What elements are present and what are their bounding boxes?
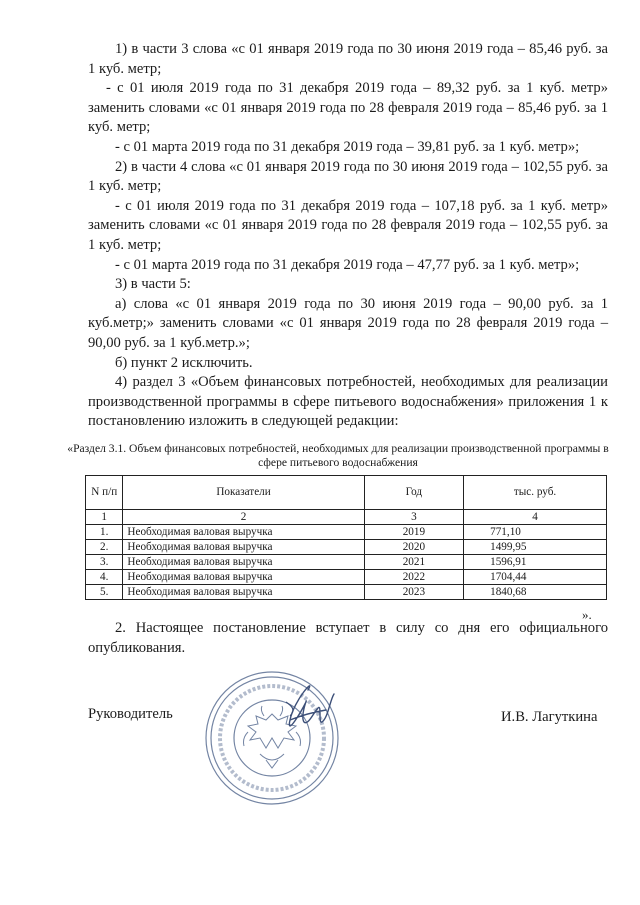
amendment-text [88, 40, 608, 432]
row-value: 1596,91 [464, 555, 607, 570]
official-seal-icon [190, 662, 350, 812]
signature-role: Руководитель [88, 706, 173, 722]
paragraph-9: б) пункт 2 исключить. [115, 354, 253, 371]
row-value: 1840,68 [464, 585, 607, 600]
row-year: 2019 [364, 525, 463, 540]
paragraph-2: - с 01 июля 2019 года по 31 декабря 2019 года – 89,32 руб. за 1 куб. метр» заменить словами «с 01 января 2019 года по 28 февраля 2019 года – 85,46 руб. за 1 куб. метр; [88, 80, 608, 136]
paragraph-4: 2) в части 4 слова «с 01 января 2019 года по 30 июня 2019 года – 102,55 руб. за 1 куб. метр; [88, 158, 608, 195]
paragraph-3: - с 01 марта 2019 года по 31 декабря 2019 года – 39,81 руб. за 1 куб. метр»; [115, 138, 580, 155]
row-indicator: Необходимая валовая выручка [123, 555, 364, 570]
col-number-1: 1 [86, 510, 123, 525]
table-column-numbers [86, 510, 607, 525]
signature-name: И.В. Лагуткина [501, 709, 598, 725]
final-provision [88, 619, 608, 658]
row-number: 1. [86, 525, 123, 540]
row-number: 2. [86, 540, 123, 555]
col-number-2: 2 [123, 510, 364, 525]
col-number-3: 3 [364, 510, 463, 525]
financial-needs-table [85, 475, 607, 600]
table-row [86, 525, 607, 540]
row-number: 5. [86, 585, 123, 600]
paragraph-6: - с 01 марта 2019 года по 31 декабря 2019 года – 47,77 руб. за 1 куб. метр»; [115, 256, 580, 273]
row-value: 1499,95 [464, 540, 607, 555]
table-row [86, 555, 607, 570]
header-value: тыс. руб. [464, 476, 607, 510]
row-indicator: Необходимая валовая выручка [123, 585, 364, 600]
row-indicator: Необходимая валовая выручка [123, 525, 364, 540]
paragraph-5: - с 01 июля 2019 года по 31 декабря 2019 года – 107,18 руб. за 1 куб. метр» заменить словами «с 01 января 2019 года по 28 февраля 2019 года – 102,55 руб. за 1 куб. метр; [88, 197, 608, 253]
table-row [86, 585, 607, 600]
paragraph-1: 1) в части 3 слова «с 01 января 2019 года по 30 июня 2019 года – 85,46 руб. за 1 куб. метр; [88, 41, 608, 77]
row-number: 3. [86, 555, 123, 570]
paragraph-8: а) слова «с 01 января 2019 года по 30 июня 2019 года – 90,00 руб. за 1 куб.метр;» заменить словами «с 01 января 2019 года по 28 февраля 2019 года – 90,00 руб. за 1 куб.метр.»; [88, 295, 608, 351]
header-indicator: Показатели [123, 476, 364, 510]
col-number-4: 4 [464, 510, 607, 525]
eagle-emblem-icon [244, 706, 301, 768]
table-caption: «Раздел 3.1. Объем финансовых потребностей, необходимых для реализации производственной программы в сфере питьевого водоснабжения [67, 442, 609, 469]
table-close-quote: ». [582, 607, 592, 622]
final-paragraph: 2. Настоящее постановление вступает в силу со дня его официального опубликования. [88, 620, 608, 656]
table-row [86, 540, 607, 555]
signature-flourish-icon [286, 702, 293, 716]
row-year: 2020 [364, 540, 463, 555]
paragraph-10: 4) раздел 3 «Объем финансовых потребностей, необходимых для реализации производственной программы в сфере питьевого водоснабжения» приложения 1 к постановлению изложить в следующей редакции: [88, 374, 608, 430]
table-row [86, 570, 607, 585]
row-value: 1704,44 [464, 570, 607, 585]
paragraph-7: 3) в части 5: [115, 276, 191, 293]
row-number: 4. [86, 570, 123, 585]
row-indicator: Необходимая валовая выручка [123, 570, 364, 585]
row-value: 771,10 [464, 525, 607, 540]
row-year: 2022 [364, 570, 463, 585]
row-indicator: Необходимая валовая выручка [123, 540, 364, 555]
header-number: N п/п [86, 476, 123, 510]
row-year: 2021 [364, 555, 463, 570]
row-year: 2023 [364, 585, 463, 600]
header-year: Год [364, 476, 463, 510]
table-header-row [86, 476, 607, 510]
